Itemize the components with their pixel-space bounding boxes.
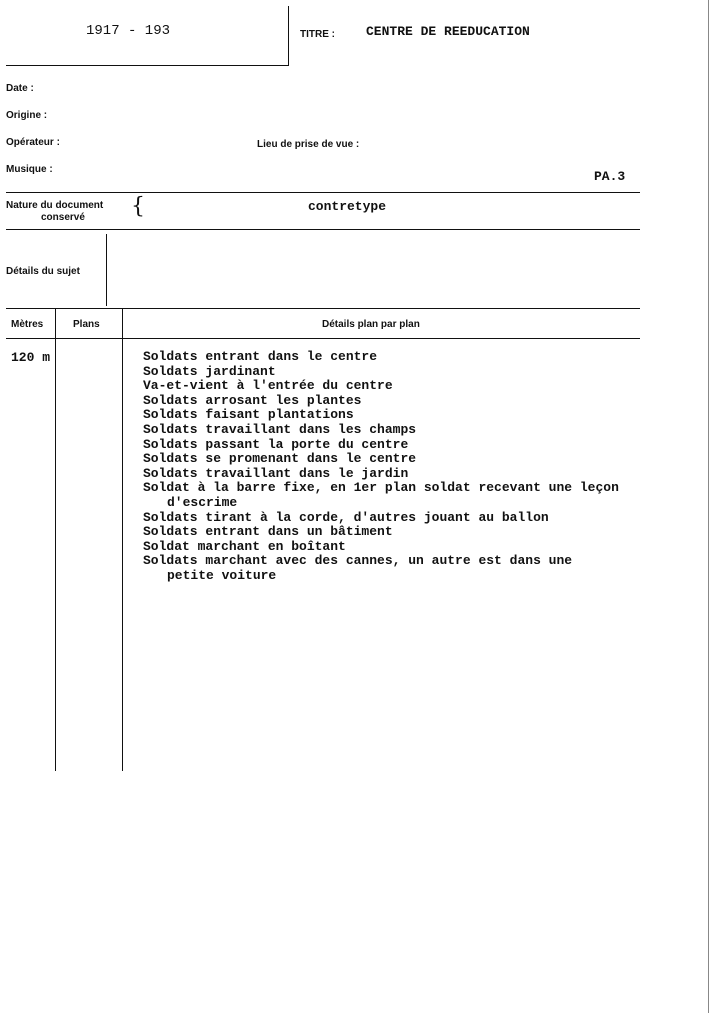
shot-list-item: [143, 350, 619, 365]
origine-label: Origine :: [6, 110, 48, 121]
shot-description: Soldats entrant dans le centre: [143, 349, 378, 364]
shot-description-continuation: petite voiture: [167, 567, 277, 583]
shot-description: Soldats marchant avec des cannes, un autre est dans une: [143, 553, 573, 569]
shot-list-item: [143, 467, 619, 482]
shot-list-item: [143, 408, 619, 423]
sujet-label: Détails du sujet: [6, 266, 80, 277]
table-header-divider: [6, 338, 640, 339]
musique-label: Musique :: [6, 164, 53, 175]
metres-value: 120 m: [11, 350, 51, 365]
column-divider-plans: [122, 308, 123, 771]
header-box-right-border: [288, 6, 289, 65]
header-dates: 1917 - 193: [86, 23, 171, 39]
titre-label: TITRE :: [300, 29, 335, 40]
shot-list-item: [143, 394, 619, 409]
shot-description: Soldat marchant en boîtant: [143, 538, 346, 554]
column-header-details: Détails plan par plan: [322, 319, 420, 330]
operateur-label: Opérateur :: [6, 137, 60, 148]
shot-description: Soldats tirant à la corde, d'autres jouant au ballon: [143, 509, 549, 525]
sujet-brace-line: [106, 234, 107, 306]
shot-list-item: [143, 511, 619, 526]
shot-description: Va-et-vient à l'entrée du centre: [143, 378, 393, 394]
shot-description: Soldats se promenant dans le centre: [143, 451, 417, 467]
nature-value: contretype: [308, 199, 387, 214]
column-header-plans: Plans: [73, 319, 100, 330]
date-label: Date :: [6, 83, 34, 94]
nature-bottom-border: [6, 229, 640, 230]
shot-description: Soldats entrant dans un bâtiment: [143, 524, 393, 540]
shot-list-item: [143, 365, 619, 380]
nature-brace: {: [131, 194, 145, 219]
shot-description: Soldats travaillant dans le jardin: [143, 465, 409, 481]
sujet-bottom-border: [6, 308, 640, 309]
shot-list-item: [143, 438, 619, 453]
shot-list-item: [143, 379, 619, 394]
header-box-bottom-border: [6, 65, 289, 66]
column-divider-metres: [55, 308, 56, 771]
shot-description-continuation: d'escrime: [167, 494, 238, 510]
shot-list-item: [143, 423, 619, 438]
nature-label-line2: conservé: [41, 212, 85, 223]
shot-description: Soldats arrosant les plantes: [143, 392, 362, 408]
nature-label-line1: Nature du document: [6, 200, 104, 211]
shot-description: Soldats jardinant: [143, 363, 276, 379]
shot-description: Soldats faisant plantations: [143, 407, 354, 423]
shot-description: Soldats travaillant dans les champs: [143, 421, 417, 437]
nature-top-border: [6, 192, 640, 193]
shot-description: Soldats passant la porte du centre: [143, 436, 409, 452]
shot-list-item: [143, 540, 619, 555]
shot-list-item: [143, 554, 619, 583]
page-edge: [708, 0, 709, 1013]
reference-code: PA.3: [594, 169, 626, 184]
lieu-label: Lieu de prise de vue :: [257, 139, 360, 150]
shot-list-item: [143, 481, 619, 510]
column-header-metres: Mètres: [11, 319, 44, 330]
shot-list: [143, 350, 619, 584]
titre-value: CENTRE DE REEDUCATION: [366, 24, 530, 39]
shot-list-item: [143, 525, 619, 540]
shot-list-item: [143, 452, 619, 467]
shot-description: Soldat à la barre fixe, en 1er plan soldat recevant une leçon: [143, 480, 619, 496]
